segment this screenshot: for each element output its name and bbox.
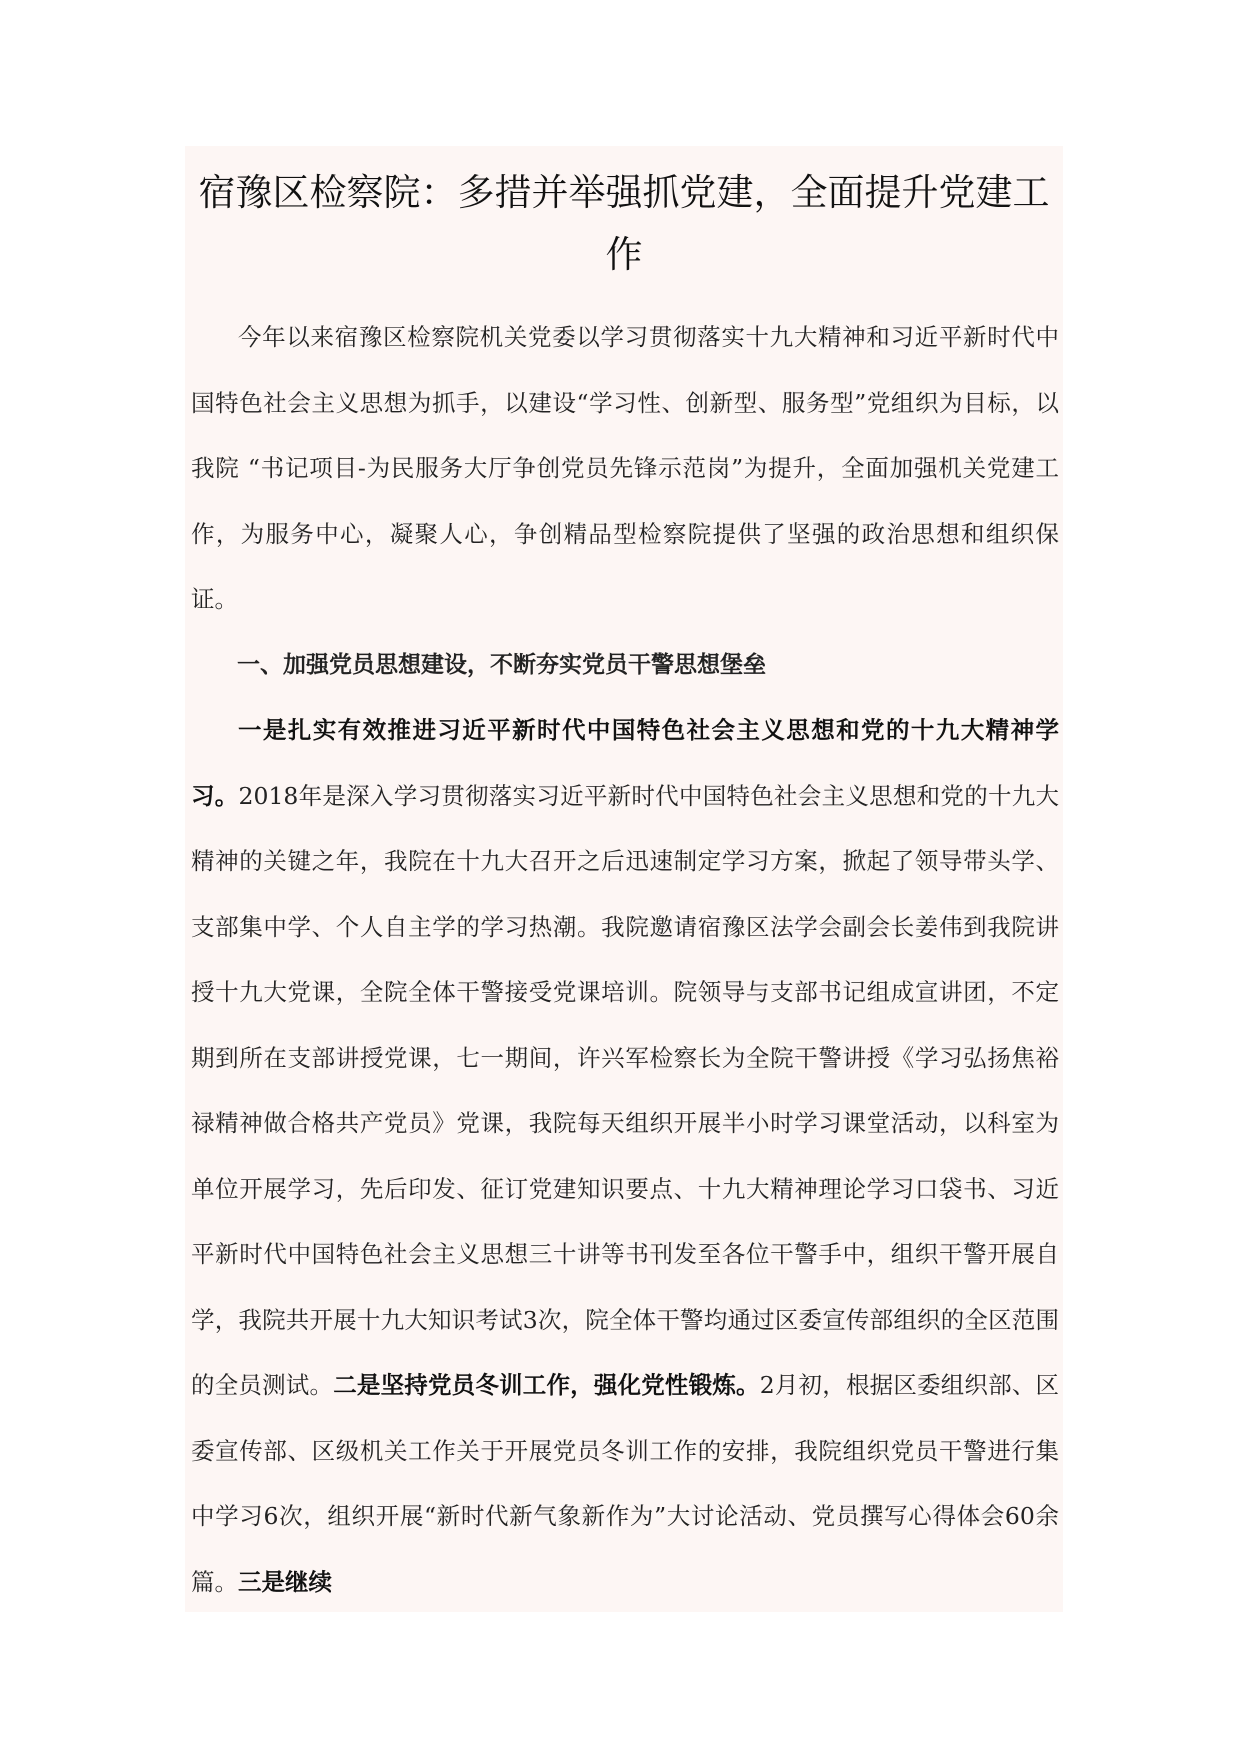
intro-paragraph <box>191 305 1059 633</box>
point-one-text: 2018年是深入学习贯彻落实习近平新时代中国特色社会主义思想和党的十九大精神的关键之年，我院在十九大召开之后迅速制定学习方案，掀起了领导带头学、支部集中学、个人自主学的学习热潮。我院邀请宿豫区法学会副会长姜伟到我院讲授十九大党课，全院全体干警接受党课培训。院领导与支部书记组成宣讲团，不定期到所在支部讲授党课，七一期间，许兴军检察长为全院干警讲授《学习弘扬焦裕禄精神做合格共产党员》党课，我院每天组织开展半小时学习课堂活动，以科室为单位开展学习，先后印发、征订党建知识要点、十九大精神理论学习口袋书、习近平新时代中国特色社会主义思想三十讲等书刊发至各位干警手中，组织干警开展自学，我院共开展十九大知识考试3次，院全体干警均通过区委宣传部组织的全区范围的全员测试。 <box>191 781 1059 1399</box>
document-page <box>185 146 1063 1612</box>
point-one-lead: 一是扎实有效推进习近平新时代中国特色社会主义思想和党的十九大精神学习。 <box>191 716 1059 810</box>
section-heading <box>191 633 1059 699</box>
section-paragraph <box>191 698 1059 1612</box>
document-title: 宿豫区检察院：多措并举强抓党建，全面提升党建工作 <box>198 171 1050 276</box>
text-segment: 今年以来宿豫区检察院机关党委以学习贯彻落实十九大精神和习近平新时代中国特色社会主义思想为抓手，以建设“学习性、创新型、服务型”党组织为目标，以我院 “书记项目-为民服务大厅争创党员先锋示范岗”为提升，全面加强机关党建工作，为服务中心，凝聚人心，争创精品型检察院提供了坚强的政治思想和组织保证。 <box>191 323 1059 613</box>
heading-text: 一、加强党员思想建设，不断夯实党员干警思想堡垒 <box>237 651 766 678</box>
point-three-lead: 三是继续 <box>238 1567 332 1596</box>
point-two-text: 2月初，根据区委组织部、区委宣传部、区级机关工作关于开展党员冬训工作的安排，我院组织党员干警进行集中学习6次，组织开展“新时代新气象新作为”大讨论活动、党员撰写心得体会60余篇。 <box>191 1371 1060 1596</box>
document-body <box>185 305 1063 1612</box>
point-two-lead: 二是坚持党员冬训工作，强化党性锻炼。 <box>333 1371 760 1399</box>
